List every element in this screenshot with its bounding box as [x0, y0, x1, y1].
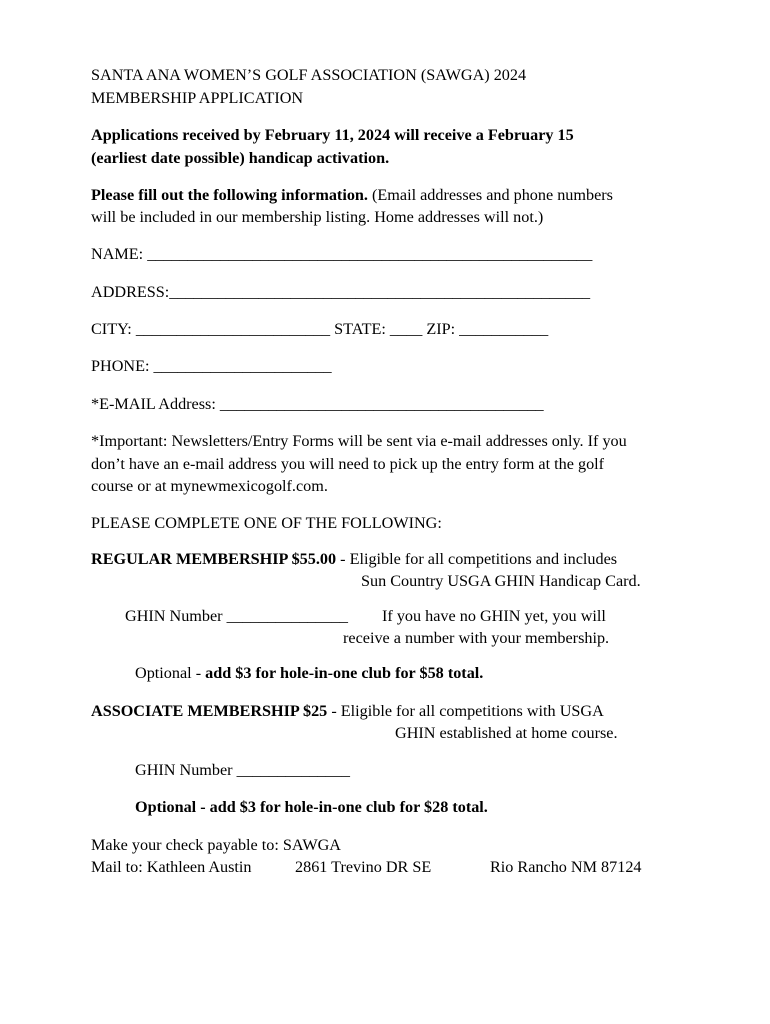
regular-membership-line-1	[91, 548, 617, 570]
zip-field[interactable]: ZIP: ___________	[422, 320, 549, 338]
associate-optional: Optional - add $3 for hole-in-one club for $28 total.	[135, 798, 488, 816]
associate-membership-desc: - Eligible for all competitions with USGA	[327, 702, 604, 720]
payment-city: Rio Rancho NM 87124	[490, 858, 642, 876]
title-line-1: SANTA ANA WOMEN’S GOLF ASSOCIATION (SAWGA) 2024	[91, 66, 527, 84]
deadline-line-1: Applications received by February 11, 2024 will receive a February 15	[91, 126, 574, 144]
regular-membership-line-2: Sun Country USGA GHIN Handicap Card.	[361, 572, 641, 590]
instructions-rest: (Email addresses and phone numbers	[367, 186, 613, 204]
instructions-line-1	[91, 184, 613, 206]
payment-check-line: Make your check payable to: SAWGA	[91, 836, 341, 854]
address-field[interactable]: ADDRESS:____________________________________________________	[91, 283, 591, 301]
regular-ghin-note-2: receive a number with your membership.	[343, 629, 610, 647]
associate-membership-line-2: GHIN established at home course.	[395, 724, 618, 742]
associate-membership-line-1	[91, 700, 604, 722]
regular-membership-title: REGULAR MEMBERSHIP $55.00	[91, 550, 337, 568]
city-field[interactable]: CITY: ________________________	[91, 320, 331, 338]
regular-optional	[135, 662, 483, 684]
instructions-line-2: will be included in our membership listing. Home addresses will not.)	[91, 208, 544, 226]
important-line-1: *Important: Newsletters/Entry Forms will be sent via e-mail addresses only. If you	[91, 432, 627, 450]
regular-ghin-note-1: If you have no GHIN yet, you will	[382, 607, 606, 625]
city-state-zip-row	[91, 318, 548, 340]
phone-field[interactable]: PHONE: ______________________	[91, 357, 332, 375]
deadline-line-2: (earliest date possible) handicap activation.	[91, 149, 390, 167]
email-field[interactable]: *E-MAIL Address: ________________________________________	[91, 395, 544, 413]
associate-membership-title: ASSOCIATE MEMBERSHIP $25	[91, 702, 328, 720]
regular-optional-prefix: Optional -	[135, 664, 206, 682]
title-line-2: MEMBERSHIP APPLICATION	[91, 89, 304, 107]
payment-mail-label: Mail to: Kathleen Austin	[91, 858, 252, 876]
instructions-bold: Please fill out the following information.	[91, 186, 368, 204]
important-line-3: course or at mynewmexicogolf.com.	[91, 477, 328, 495]
regular-ghin-field[interactable]: GHIN Number _______________	[125, 607, 349, 625]
regular-optional-bold: add $3 for hole-in-one club for $58 total.	[205, 664, 484, 682]
payment-street: 2861 Trevino DR SE	[295, 858, 432, 876]
associate-ghin-field[interactable]: GHIN Number ______________	[135, 761, 350, 779]
important-line-2: don’t have an e-mail address you will need to pick up the entry form at the golf	[91, 455, 605, 473]
complete-heading: PLEASE COMPLETE ONE OF THE FOLLOWING:	[91, 514, 442, 532]
state-field[interactable]: STATE: ____	[330, 320, 423, 338]
regular-membership-desc: - Eligible for all competitions and includes	[336, 550, 618, 568]
name-field[interactable]: NAME: _______________________________________________________	[91, 245, 593, 263]
